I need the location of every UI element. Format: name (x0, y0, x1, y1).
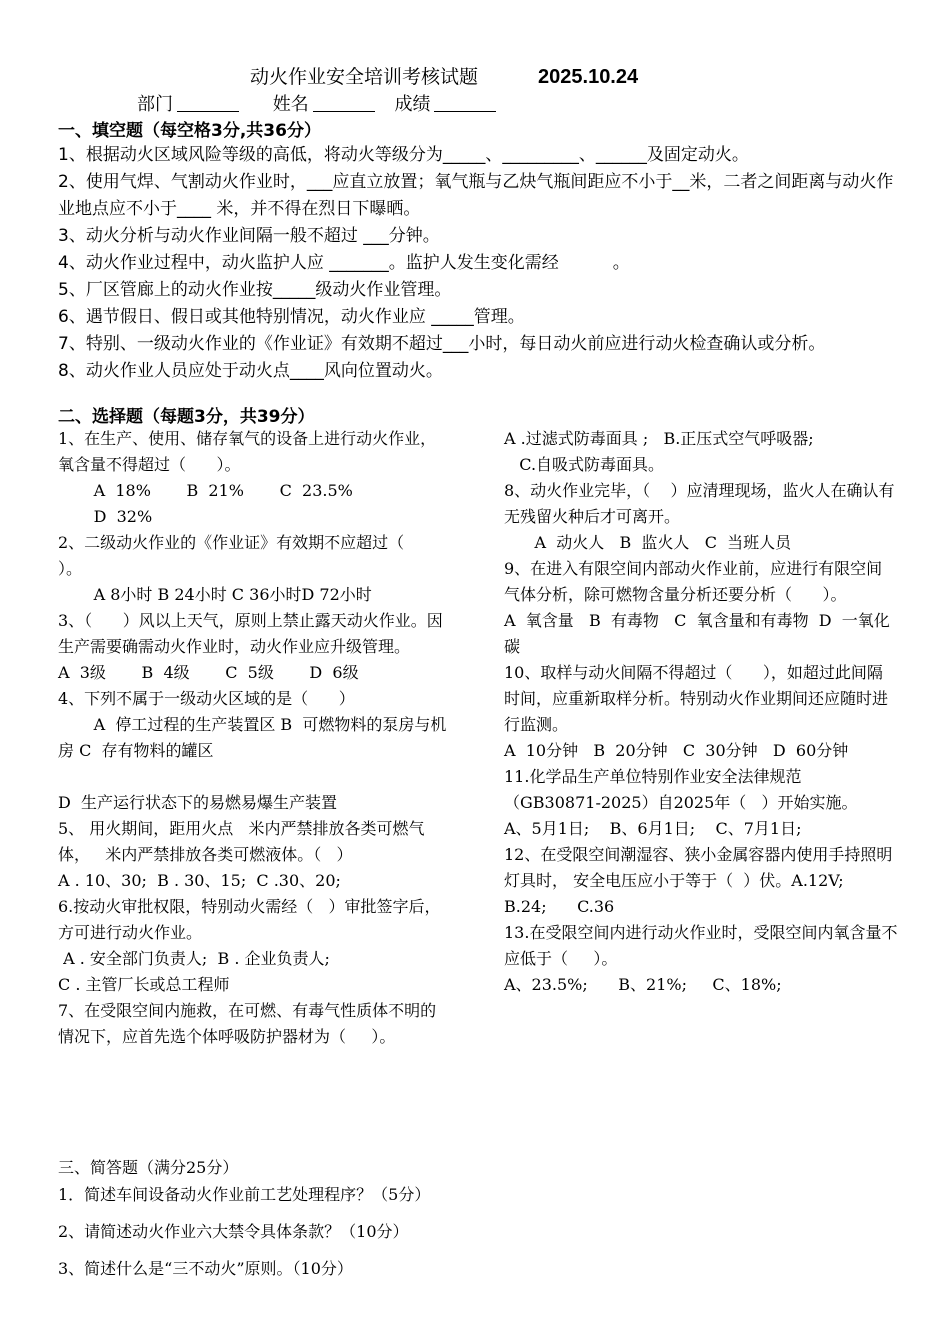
fill-in-section (58, 142, 908, 385)
choice-line: 12、在受限空间潮湿容、狭小金属容器内使用手持照明灯具时， 安全电压应小于等于（ ）伏。A.12V; B.24; C.36 (504, 845, 893, 916)
choice-line: 7、在受限空间内施救，在可燃、有毒气性质体不明的情况下，应首先选个体呼吸防护器材为（ ）。 (58, 1001, 437, 1046)
exam-title (250, 62, 638, 89)
choice-line: A 氧含量 B 有毒物 C 氧含量和有毒物 D 一氧化碳 (504, 611, 890, 656)
exam-date: 2025.10.24 (538, 66, 639, 88)
choice-line (58, 764, 448, 790)
section2-heading: 二、选择题（每题3分，共39分） (58, 407, 315, 427)
fill-question: 6、遇节假日、假日或其他特别情况，动火作业应 _____管理。 (58, 307, 525, 327)
choice-line: A .过滤式防毒面具 ; B.正压式空气呼吸器; (504, 429, 814, 448)
fill-question: 3、动火分析与动火作业间隔一般不超过 ___分钟。 (58, 226, 440, 246)
choice-line: A、5月1日; B、6月1日; C、7月1日; (504, 819, 802, 838)
fill-question: 7、特别、一级动火作业的《作业证》有效期不超过___小时，每日动火前应进行动火检查确认或分析。 (58, 334, 826, 354)
choice-line: 9、在进入有限空间内部动火作业前，应进行有限空间气体分析，除可燃物含量分析还要分析（ ）。 (504, 559, 883, 604)
fill-question: 4、动火作业过程中，动火监护人应 _______。监护人发生变化需经 。 (58, 253, 630, 273)
short-answer-question: 2、请简述动火作业六大禁令具体条款？（10分） (58, 1222, 409, 1241)
choice-line: A 动火人 B 监火人 C 当班人员 (504, 533, 792, 552)
name-blank[interactable] (313, 93, 375, 112)
choice-line: A . 10、30; B . 30、15; C .30、20; (58, 871, 341, 890)
choice-line: A、23.5%; B、21%; C、18%; (504, 975, 782, 994)
choice-line: 2、二级动火作业的《作业证》有效期不应超过（ ）。 (58, 533, 435, 578)
short-answer-question: 3、简述什么是“三不动火”原则。（10分） (58, 1259, 353, 1278)
choice-line: 13.在受限空间内进行动火作业时，受限空间内氧含量不应低于（ ）。 (504, 923, 898, 968)
section3-heading: 三、简答题（满分25分） (58, 1158, 239, 1177)
choice-line: 3、（ ）风以上天气，原则上禁止露天动火作业。因生产需要确需动火作业时，动火作业应升级管理。 (58, 611, 443, 656)
choice-line: 4、下列不属于一级动火区域的是（ ） (58, 689, 355, 708)
dept-label: 部门 (137, 94, 173, 115)
choice-line: 11.化学品生产单位特别作业安全法律规范（GB30871-2025）自2025年（ ）开始实施。 (504, 767, 858, 812)
choice-line: C . 主管厂长或总工程师 (58, 975, 230, 994)
title-text: 动火作业安全培训考核试题 (250, 66, 479, 88)
fill-question: 2、使用气焊、气割动火作业时，___应直立放置；氧气瓶与乙炔气瓶间距应不小于__米，二者之间距离与动火作业地点应不小于____ 米，并不得在烈日下曝晒。 (58, 172, 894, 219)
choice-line: D 生产运行状态下的易燃易爆生产装置 (58, 793, 338, 812)
choice-line: A 18% B 21% C 23.5% (58, 481, 353, 500)
choice-line: 8、动火作业完毕，（ ）应清理现场，监火人在确认有无残留火种后才可离开。 (504, 481, 895, 526)
choice-line: A 8小时 B 24小时 C 36小时D 72小时 (58, 585, 372, 604)
choice-line: D 32% (58, 507, 153, 526)
choice-left-column (58, 426, 448, 1050)
choice-line: 6.按动火审批权限，特别动火需经（ ）审批签字后，方可进行动火作业。 (58, 897, 441, 942)
choice-line: A 停工过程的生产装置区 B 可燃物料的泵房与机房 C 存有物料的罐区 (58, 715, 447, 760)
choice-line: A . 安全部门负责人; B . 企业负责人; (58, 949, 330, 968)
fill-question: 1、根据动火区域风险等级的高低，将动火等级分为_____、_________、______及固定动火。 (58, 145, 749, 165)
fill-question: 5、厂区管廊上的动火作业按_____级动火作业管理。 (58, 280, 452, 300)
student-info-line (137, 90, 504, 116)
choice-line: 5、 用火期间，距用火点 米内严禁排放各类可燃气体， 米内严禁排放各类可燃液体。（ ） (58, 819, 425, 864)
short-answer-question: 1．简述车间设备动火作业前工艺处理程序？（5分） (58, 1185, 431, 1204)
dept-blank[interactable] (177, 93, 239, 112)
fill-question: 8、动火作业人员应处于动火点____风向位置动火。 (58, 361, 443, 381)
score-blank[interactable] (434, 93, 496, 112)
choice-line: A 10分钟 B 20分钟 C 30分钟 D 60分钟 (504, 741, 849, 760)
score-label: 成绩 (394, 94, 431, 115)
choice-line: 1、在生产、使用、储存氧气的设备上进行动火作业，氧含量不得超过（ ）。 (58, 429, 437, 474)
choice-line: 10、取样与动火间隔不得超过（ ），如超过此间隔时间，应重新取样分析。特别动火作业期间还应随时进行监测。 (504, 663, 889, 734)
name-label: 姓名 (272, 94, 309, 115)
choice-line: C.自吸式防毒面具。 (504, 455, 665, 474)
choice-line: A 3级 B 4级 C 5级 D 6级 (58, 663, 359, 682)
choice-right-column (504, 426, 898, 998)
section1-heading: 一、填空题（每空格3分,共36分） (58, 121, 321, 141)
